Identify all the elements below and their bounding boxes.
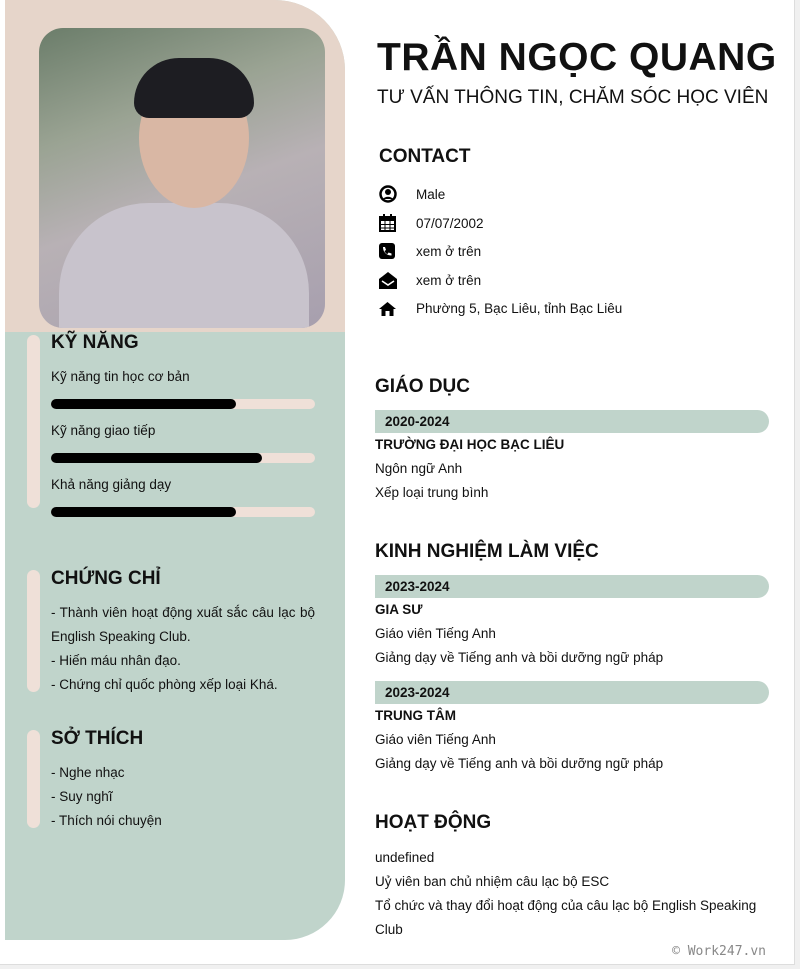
contact-text: Male xyxy=(416,186,446,202)
profile-photo xyxy=(39,28,325,328)
experience-period: 2023-2024 xyxy=(375,681,769,704)
skill-bar xyxy=(51,507,315,517)
activity-item: Tổ chức và thay đổi hoạt động của câu lạc bộ English Speaking Club xyxy=(375,898,757,937)
skill-label: Khả năng giảng dạy xyxy=(51,477,172,492)
experience-org: GIA SƯ xyxy=(375,602,423,617)
skill-bar xyxy=(51,399,315,409)
experience-position: Giáo viên Tiếng Anh xyxy=(375,626,496,641)
contact-phone xyxy=(379,243,481,259)
certificates-list xyxy=(51,601,315,697)
experience-entry xyxy=(375,575,770,670)
contact-birthday xyxy=(379,214,484,232)
certificate-item: - Chứng chỉ quốc phòng xếp loại Khá. xyxy=(51,677,278,692)
experience-desc: Giảng dạy về Tiếng anh và bồi dưỡng ngữ pháp xyxy=(375,756,664,771)
activity-item: undefined xyxy=(375,850,435,865)
experience-org: TRUNG TÂM xyxy=(375,708,456,723)
skill-fill xyxy=(51,453,262,463)
skills-accent-bar xyxy=(27,335,40,508)
phone-icon xyxy=(379,243,416,259)
certificate-item: - Hiến máu nhân đạo. xyxy=(51,653,181,668)
hobby-item: - Thích nói chuyện xyxy=(51,813,162,828)
education-major: Ngôn ngữ Anh xyxy=(375,461,463,476)
education-period: 2020-2024 xyxy=(375,410,769,433)
contact-gender xyxy=(379,185,445,203)
skill-fill xyxy=(51,399,236,409)
hobby-item: - Nghe nhạc xyxy=(51,765,125,780)
experience-position: Giáo viên Tiếng Anh xyxy=(375,732,496,747)
education-entry xyxy=(375,410,770,505)
contact-address xyxy=(379,301,622,316)
candidate-role: TƯ VẤN THÔNG TIN, CHĂM SÓC HỌC VIÊN xyxy=(377,87,769,108)
activities-list xyxy=(375,846,770,942)
education-grade: Xếp loại trung bình xyxy=(375,485,489,500)
experience-period: 2023-2024 xyxy=(375,575,769,598)
experience-title: KINH NGHIỆM LÀM VIỆC xyxy=(375,541,599,562)
home-icon xyxy=(379,302,416,316)
activity-item: Uỷ viên ban chủ nhiệm câu lạc bộ ESC xyxy=(375,874,610,889)
contact-text: xem ở trên xyxy=(416,243,482,259)
education-title: GIÁO DỤC xyxy=(375,376,470,397)
contact-text: xem ở trên xyxy=(416,273,482,288)
contact-email xyxy=(379,272,481,289)
certificates-accent-bar xyxy=(27,570,40,692)
skill-label: Kỹ năng giao tiếp xyxy=(51,423,156,438)
education-school: TRƯỜNG ĐẠI HỌC BẠC LIÊU xyxy=(375,437,565,452)
watermark: © Work247.vn xyxy=(672,944,766,959)
skill-label: Kỹ năng tin học cơ bản xyxy=(51,369,190,384)
certificates-title: CHỨNG CHỈ xyxy=(51,568,161,589)
calendar-icon xyxy=(379,214,416,232)
skill-fill xyxy=(51,507,236,517)
contact-title: CONTACT xyxy=(379,146,471,167)
user-icon xyxy=(379,185,416,203)
skill-bar xyxy=(51,453,315,463)
experience-entry xyxy=(375,681,770,776)
hobbies-accent-bar xyxy=(27,730,40,828)
contact-text: 07/07/2002 xyxy=(416,215,484,231)
experience-desc: Giảng dạy về Tiếng anh và bồi dưỡng ngữ pháp xyxy=(375,650,664,665)
certificate-item: - Thành viên hoạt động xuất sắc câu lạc bộ English Speaking Club. xyxy=(51,605,315,644)
contact-text: Phường 5, Bạc Liêu, tỉnh Bạc Liêu xyxy=(416,301,623,316)
activities-title: HOẠT ĐỘNG xyxy=(375,812,492,833)
hobby-item: - Suy nghĩ xyxy=(51,789,113,804)
hobbies-title: SỞ THÍCH xyxy=(51,728,144,749)
envelope-icon xyxy=(379,272,416,289)
skills-title: KỸ NĂNG xyxy=(51,332,139,353)
hobbies-list xyxy=(51,761,162,833)
candidate-name: TRẦN NGỌC QUANG xyxy=(377,36,777,79)
